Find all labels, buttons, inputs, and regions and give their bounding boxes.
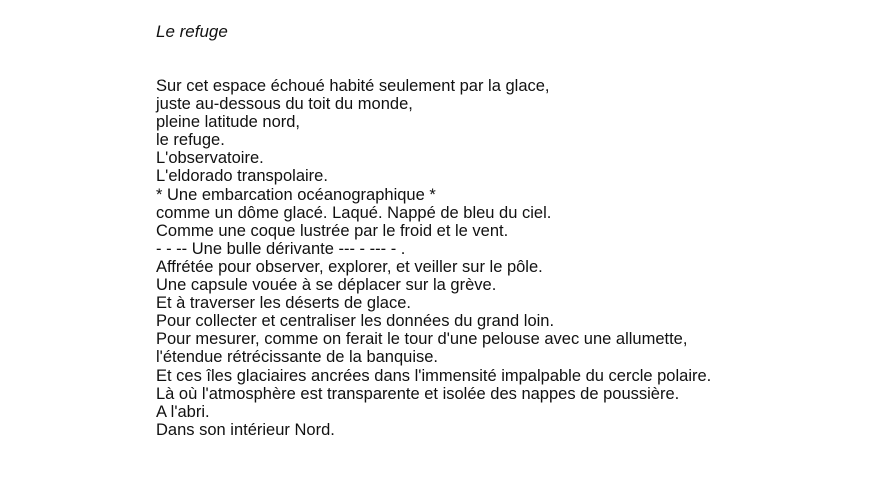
poem-line: Là où l'atmosphère est transparente et isolée des nappes de poussière. <box>156 384 680 403</box>
poem-line: Pour mesurer, comme on ferait le tour d'une pelouse avec une allumette, <box>156 330 688 349</box>
poem-title: Le refuge <box>156 22 228 41</box>
poem-line: l'étendue rétrécissante de la banquise. <box>156 348 439 367</box>
poem-line: le refuge. <box>156 131 225 150</box>
poem-line: L'eldorado transpolaire. <box>156 167 328 186</box>
poem-line: A l'abri. <box>156 402 210 421</box>
poem-line: Une capsule vouée à se déplacer sur la grève. <box>156 276 497 295</box>
poem-line: Dans son intérieur Nord. <box>156 420 335 439</box>
poem-line: juste au-dessous du toit du monde, <box>156 95 413 114</box>
poem-line: Et ces îles glaciaires ancrées dans l'immensité impalpable du cercle polaire. <box>156 366 712 385</box>
poem-line: Comme une coque lustrée par le froid et le vent. <box>156 221 509 240</box>
poem-line: pleine latitude nord, <box>156 113 301 132</box>
poem-line: comme un dôme glacé. Laqué. Nappé de bleu du ciel. <box>156 203 552 222</box>
poem-page <box>156 22 856 439</box>
poem-line: Et à traverser les déserts de glace. <box>156 294 411 313</box>
poem-line: Sur cet espace échoué habité seulement par la glace, <box>156 77 550 95</box>
poem-line: - - -- Une bulle dérivante --- - --- - . <box>156 239 406 258</box>
poem-line: L'observatoire. <box>156 149 264 168</box>
poem-line: Pour collecter et centraliser les données du grand loin. <box>156 312 555 331</box>
poem-line: * Une embarcation océanographique * <box>156 185 436 204</box>
poem-line: Affrétée pour observer, explorer, et veiller sur le pôle. <box>156 257 543 276</box>
poem-body <box>156 77 856 439</box>
